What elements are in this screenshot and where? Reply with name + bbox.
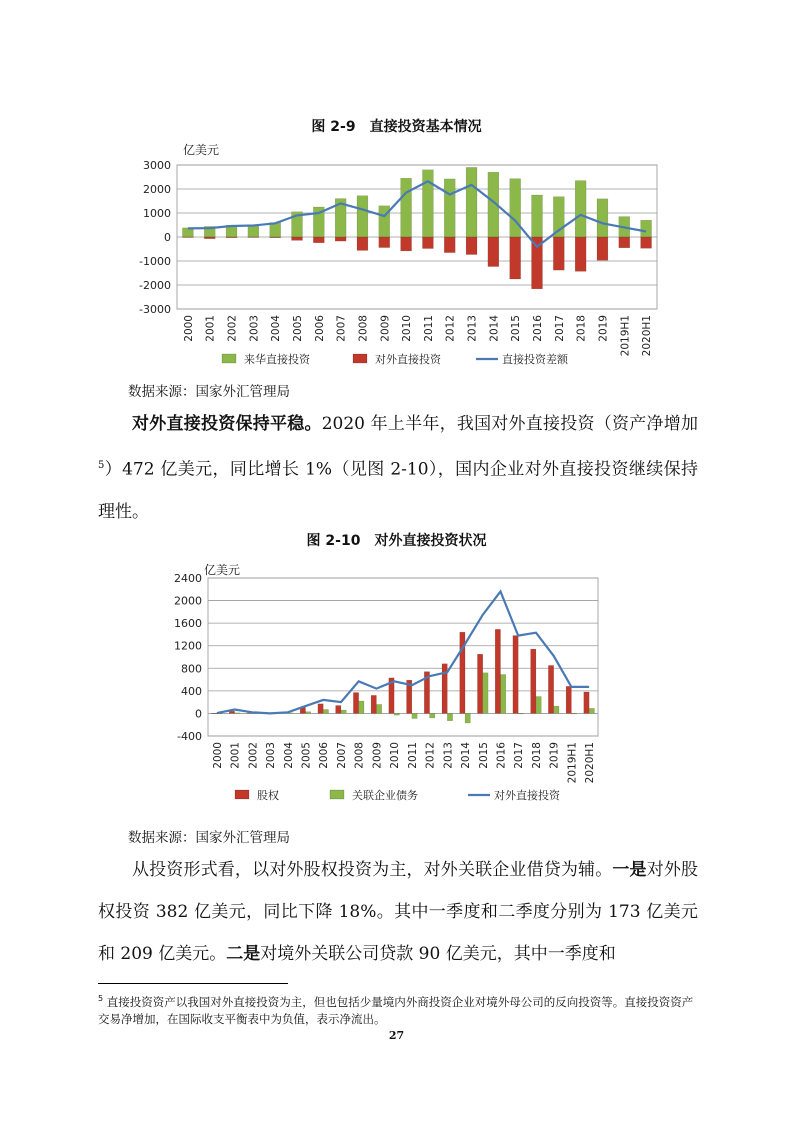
fig2-bar	[341, 710, 346, 713]
fig2-bar	[359, 701, 364, 713]
fig1-x-tick-label: 2006	[313, 315, 326, 342]
fig2-bar	[394, 713, 399, 715]
fig2-bar	[235, 713, 240, 714]
fig2-x-tick-label: 2001	[229, 742, 242, 769]
fig2-x-tick-label: 2017	[513, 742, 526, 769]
fig2-x-tick-label: 2003	[265, 742, 278, 769]
fig2-x-tick-label: 2002	[247, 742, 260, 769]
fig1-y-tick-label: -1000	[139, 255, 171, 268]
fig1-bar	[488, 237, 499, 267]
figure-2-9-chart	[110, 138, 670, 370]
fig2-bar	[531, 649, 536, 713]
paragraph-text-b: ）472 亿美元，同比增长 1%（见图 2-10），国内企业对外直接投资继续保持理性。	[98, 459, 698, 522]
fig1-bar	[379, 237, 390, 248]
fig2-legend-label: 关联企业债务	[352, 789, 418, 802]
fig1-y-tick-label: 3000	[143, 159, 171, 172]
fig1-bar	[575, 181, 586, 237]
fig2-x-tick-label: 2007	[335, 742, 348, 769]
fig2-bar	[212, 713, 217, 714]
fig1-bar	[444, 237, 455, 253]
paragraph-lead: 对外直接投资保持平稳。	[132, 414, 322, 434]
fig2-bar	[513, 636, 518, 714]
fig2-x-tick-label: 2013	[442, 742, 455, 769]
paragraph-bold-first: 一是	[612, 860, 647, 880]
fig1-x-tick-label: 2018	[575, 315, 588, 342]
fig2-x-tick-label: 2019H1	[566, 742, 579, 784]
fig1-bar	[532, 195, 543, 237]
fig2-x-tick-label: 2020H1	[584, 742, 597, 784]
fig2-bar	[536, 697, 541, 714]
fig1-bar	[597, 237, 608, 260]
figure-2-10-source: 数据来源：国家外汇管理局	[128, 830, 290, 846]
page-number: 27	[388, 1029, 405, 1042]
fig2-bar	[589, 708, 594, 713]
fig1-bar	[335, 237, 346, 241]
fig1-unit-label: 亿美元	[183, 143, 220, 157]
fig1-x-tick-label: 2015	[510, 315, 523, 342]
fig2-y-tick-label: 2000	[174, 594, 202, 608]
fig2-bar	[495, 629, 500, 713]
fig1-bar	[401, 178, 412, 237]
fig1-bar	[641, 237, 652, 248]
fig2-bar	[318, 704, 323, 714]
fig1-x-tick-label: 2003	[248, 315, 261, 342]
paragraph-bold-second: 二是	[226, 944, 261, 964]
fig1-x-tick-label: 2009	[379, 315, 392, 342]
fig1-x-tick-label: 2002	[226, 315, 239, 342]
footnote	[98, 990, 698, 1028]
fig2-y-tick-label: 1600	[174, 617, 202, 631]
fig2-x-tick-label: 2004	[282, 742, 295, 769]
fig1-bar	[248, 237, 259, 238]
fig2-y-tick-label: -400	[177, 730, 202, 743]
fig1-bar	[270, 237, 281, 238]
fig2-legend-label: 股权	[257, 789, 279, 802]
fig2-bar	[483, 673, 488, 714]
footnote-divider	[98, 983, 288, 984]
fig1-x-tick-label: 2017	[553, 315, 566, 342]
fig1-legend-swatch	[222, 354, 236, 363]
fig2-bar	[376, 704, 381, 713]
fig1-y-tick-label: 0	[164, 231, 171, 244]
fig2-x-tick-label: 2010	[389, 742, 402, 769]
fig1-bar	[357, 237, 368, 250]
paragraph-investment-forms	[98, 849, 698, 975]
fig2-x-tick-label: 2006	[318, 742, 331, 769]
fig1-x-tick-label: 2019	[597, 315, 610, 342]
fig1-bar	[248, 225, 259, 237]
fig2-bar	[412, 713, 417, 718]
fig2-x-tick-label: 2015	[477, 742, 490, 769]
fig1-bar	[510, 237, 521, 279]
figure-2-10-chart	[160, 558, 610, 808]
fig1-legend-swatch	[353, 354, 367, 363]
fig1-bar	[641, 220, 652, 237]
fig2-bar	[323, 709, 328, 713]
fig1-bar	[401, 237, 412, 251]
fig1-x-tick-label: 2008	[357, 315, 370, 342]
fig1-bar	[292, 237, 303, 240]
fig1-legend-label: 直接投资差额	[502, 353, 568, 366]
fig2-y-tick-label: 800	[181, 662, 202, 676]
fig1-x-tick-label: 2016	[532, 315, 544, 342]
fig1-bar	[422, 170, 433, 237]
fig2-bar	[447, 713, 452, 720]
fig2-bar	[442, 664, 447, 714]
fig1-bar	[619, 237, 630, 248]
fig1-bar	[313, 237, 324, 243]
fig1-bar	[444, 179, 455, 237]
fig2-x-tick-label: 2019	[548, 742, 561, 769]
fig2-x-tick-label: 2016	[495, 742, 508, 769]
fig1-x-tick-label: 2020H1	[641, 315, 654, 357]
fig1-y-tick-label: -3000	[139, 303, 171, 316]
fig1-y-tick-label: -2000	[139, 279, 171, 292]
fig1-x-tick-label: 2005	[292, 315, 304, 342]
fig2-unit-label: 亿美元	[204, 563, 241, 577]
fig2-x-tick-label: 2011	[406, 742, 419, 769]
fig1-x-tick-label: 2011	[422, 315, 435, 342]
fig2-bar	[430, 713, 435, 718]
fig1-bar	[466, 167, 477, 237]
fig1-y-tick-label: 2000	[143, 183, 171, 196]
fig2-legend-swatch	[330, 790, 344, 799]
fig1-bar	[182, 237, 193, 238]
fig2-bar	[548, 665, 553, 713]
fig2-x-tick-label: 2018	[530, 742, 543, 769]
fig1-bar	[597, 199, 608, 237]
fig1-x-tick-label: 2001	[204, 315, 217, 342]
paragraph-text-b: 对外股权投资 382 亿美元，同比下降 18%。其中一季度和二季度分别为 173 亿美元和 209 亿美元。	[98, 860, 698, 964]
fig1-bar	[226, 237, 237, 238]
fig2-bar	[306, 712, 311, 714]
fig2-legend-swatch	[235, 790, 249, 799]
fig2-bar	[571, 713, 576, 714]
fig1-bar	[510, 179, 521, 237]
fig2-x-tick-label: 2014	[460, 742, 473, 769]
fig2-y-tick-label: 400	[181, 684, 202, 698]
fig1-bar	[357, 196, 368, 237]
fig2-y-tick-label: 1200	[174, 639, 202, 653]
paragraph-text-a: 从投资形式看，以对外股权投资为主，对外关联企业借贷为辅。	[132, 860, 613, 880]
fig2-bar	[371, 695, 376, 713]
fig2-y-tick-label: 2400	[174, 572, 202, 585]
fig1-x-tick-label: 2004	[270, 315, 283, 342]
fig2-bar	[353, 693, 358, 714]
fig2-bar	[566, 686, 571, 713]
fig1-x-tick-label: 2013	[466, 315, 479, 342]
fig2-bar	[336, 706, 341, 714]
fig1-x-tick-label: 2012	[444, 315, 457, 342]
fig1-x-tick-label: 2010	[401, 315, 414, 342]
fig1-bar	[204, 237, 215, 239]
fig1-bar	[466, 237, 477, 255]
fig2-bar	[477, 654, 482, 713]
figure-2-9-source: 数据来源：国家外汇管理局	[128, 384, 290, 400]
paragraph-text-c: 对境外关联公司贷款 90 亿美元，其中一季度和	[260, 944, 616, 964]
fig2-x-tick-label: 2000	[211, 742, 224, 769]
fig2-bar	[584, 692, 589, 713]
fig2-x-tick-label: 2012	[424, 742, 437, 769]
fig1-x-tick-label: 2000	[182, 315, 195, 342]
paragraph-outbound-investment	[98, 403, 698, 533]
fig1-bar	[575, 237, 586, 271]
fig1-bar	[553, 237, 564, 270]
fig2-legend-label: 对外直接投资	[494, 789, 560, 802]
fig2-bar	[518, 713, 523, 714]
fig1-legend-label: 对外直接投资	[375, 353, 441, 366]
fig2-y-tick-label: 0	[195, 707, 202, 721]
fig1-bar	[422, 237, 433, 249]
footnote-ref: 5	[98, 460, 105, 471]
fig1-x-tick-label: 2014	[488, 315, 501, 342]
fig2-x-tick-label: 2009	[371, 742, 384, 769]
footnote-text: 直接投资资产以我国对外直接投资为主，但也包括少量境内外商投资企业对境外母公司的反向投资等。直接投资资产交易净增加，在国际收支平衡表中为负值，表示净流出。	[98, 994, 694, 1026]
fig1-y-tick-label: 1000	[143, 207, 171, 220]
paragraph-text-a: 2020 年上半年，我国对外直接投资（资产净增加	[321, 414, 698, 434]
fig2-bar	[501, 674, 506, 713]
fig2-x-tick-label: 2005	[300, 742, 313, 769]
figure-2-9-title: 图 2-9 直接投资基本情况	[311, 119, 482, 135]
fig2-bar	[554, 706, 559, 713]
footnote-mark: 5	[98, 994, 104, 1003]
fig2-x-tick-label: 2008	[353, 742, 366, 769]
figure-2-10-title: 图 2-10 对外直接投资状况	[306, 533, 487, 549]
fig1-legend-label: 来华直接投资	[244, 353, 310, 366]
fig1-x-tick-label: 2019H1	[619, 315, 632, 357]
fig2-bar	[465, 713, 470, 723]
fig1-x-tick-label: 2007	[335, 315, 348, 342]
